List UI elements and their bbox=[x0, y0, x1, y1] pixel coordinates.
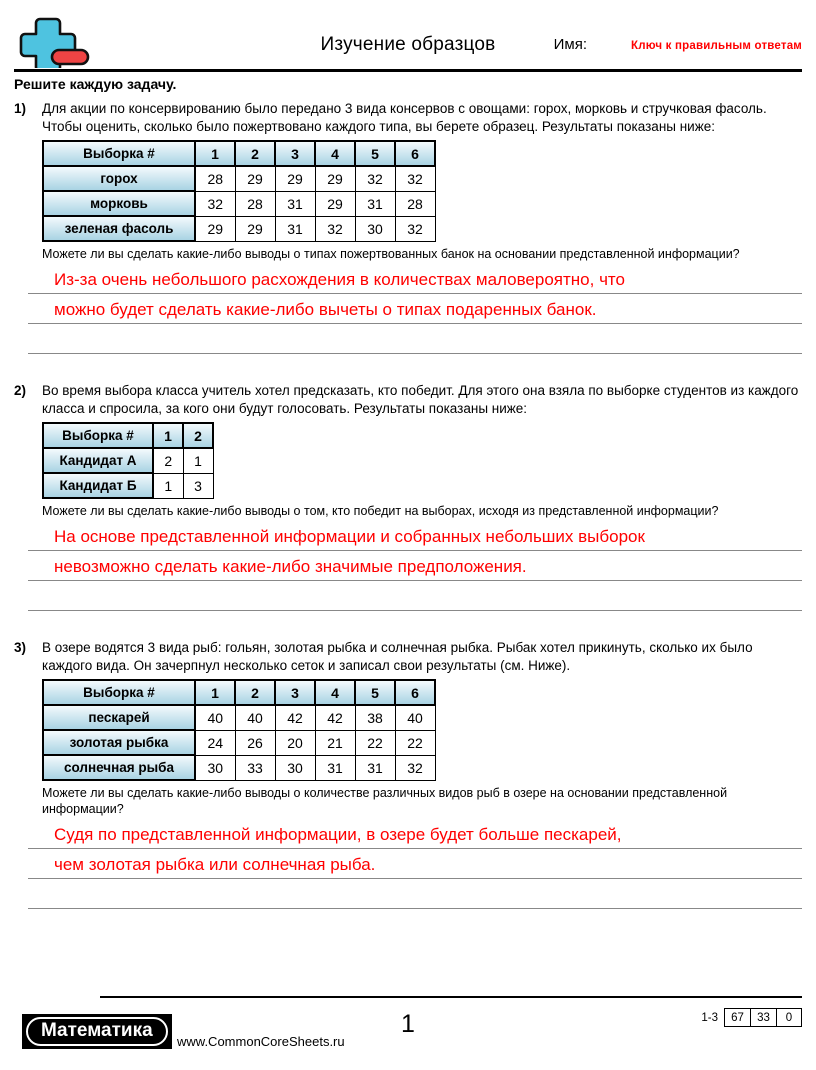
table-row bbox=[43, 730, 435, 755]
answer-text: Судя по представленной информации, в озере будет больше пескарей, bbox=[54, 825, 622, 844]
answer-line[interactable] bbox=[28, 551, 802, 581]
page-header bbox=[14, 14, 802, 72]
table-cell: 28 bbox=[395, 191, 435, 216]
table-cell: 22 bbox=[355, 730, 395, 755]
table-column-header: 1 bbox=[195, 141, 235, 166]
sample-data-table bbox=[42, 140, 436, 242]
table-row bbox=[43, 448, 213, 473]
table-row bbox=[43, 166, 435, 191]
table-column-header: 1 bbox=[153, 423, 183, 448]
table-row bbox=[43, 473, 213, 498]
table-cell: 32 bbox=[395, 755, 435, 780]
table-cell: 29 bbox=[195, 216, 235, 241]
table-header-row bbox=[43, 680, 435, 705]
table-header-row bbox=[43, 423, 213, 448]
table-row bbox=[43, 755, 435, 780]
table-column-header: 5 bbox=[355, 141, 395, 166]
table-cell: 30 bbox=[355, 216, 395, 241]
table-corner-label: Выборка # bbox=[43, 423, 153, 448]
problem-number: 2) bbox=[14, 383, 27, 398]
table-cell: 3 bbox=[183, 473, 213, 498]
sample-data-table bbox=[42, 679, 436, 781]
page-number: 1 bbox=[401, 1010, 415, 1038]
page-footer bbox=[14, 996, 802, 1056]
answer-line[interactable] bbox=[28, 324, 802, 354]
table-cell: 31 bbox=[275, 191, 315, 216]
table-cell: 2 bbox=[153, 448, 183, 473]
answer-lines bbox=[28, 819, 802, 909]
table-cell: 42 bbox=[275, 705, 315, 730]
table-header-row bbox=[43, 141, 435, 166]
problem-question: Можете ли вы сделать какие-либо выводы о том, кто победит на выборах, исходя из представленной информации? bbox=[42, 504, 719, 518]
table-cell: 29 bbox=[235, 216, 275, 241]
table-cell: 28 bbox=[235, 191, 275, 216]
table-cell: 20 bbox=[275, 730, 315, 755]
table-cell: 32 bbox=[355, 166, 395, 191]
table-row bbox=[43, 191, 435, 216]
answer-line[interactable] bbox=[28, 264, 802, 294]
table-cell: 33 bbox=[235, 755, 275, 780]
table-cell: 22 bbox=[395, 730, 435, 755]
table-cell: 31 bbox=[355, 755, 395, 780]
table-column-header: 2 bbox=[235, 141, 275, 166]
table-cell: 40 bbox=[195, 705, 235, 730]
problem-1 bbox=[0, 100, 816, 354]
table-corner-label: Выборка # bbox=[43, 680, 195, 705]
table-row-label: Кандидат Б bbox=[43, 473, 153, 498]
score-range: 1-3 bbox=[701, 1011, 718, 1024]
answer-lines bbox=[28, 264, 802, 354]
answer-text: Из-за очень небольшого расхождения в количествах маловероятно, что bbox=[54, 270, 625, 289]
table-cell: 38 bbox=[355, 705, 395, 730]
table-cell: 26 bbox=[235, 730, 275, 755]
table-row-label: пескарей bbox=[43, 705, 195, 730]
table-cell: 1 bbox=[153, 473, 183, 498]
table-cell: 31 bbox=[315, 755, 355, 780]
table-column-header: 3 bbox=[275, 680, 315, 705]
problem-spacer bbox=[0, 354, 816, 374]
problem-statement: В озере водятся 3 вида рыб: гольян, золотая рыбка и солнечная рыбка. Рыбак хотел прикинуть, сколько их было каждого вида. Он зачерпнул несколько сеток и записал свои результаты (см. Ниже). bbox=[42, 640, 753, 673]
table-row-label: горох bbox=[43, 166, 195, 191]
problem-3 bbox=[0, 639, 816, 909]
table-cell: 30 bbox=[195, 755, 235, 780]
table-row bbox=[43, 705, 435, 730]
score-box bbox=[701, 1008, 802, 1027]
page-title: Изучение образцов bbox=[320, 34, 496, 55]
table-cell: 29 bbox=[235, 166, 275, 191]
problem-2 bbox=[0, 382, 816, 611]
table-row-label: солнечная рыба bbox=[43, 755, 195, 780]
answer-text: чем золотая рыбка или солнечная рыба. bbox=[54, 855, 376, 874]
table-row-label: Кандидат А bbox=[43, 448, 153, 473]
table-cell: 24 bbox=[195, 730, 235, 755]
table-row bbox=[43, 216, 435, 241]
worksheet-page bbox=[0, 14, 816, 1070]
sample-data-table bbox=[42, 422, 214, 499]
table-column-header: 1 bbox=[195, 680, 235, 705]
table-row-label: зеленая фасоль bbox=[43, 216, 195, 241]
table-cell: 31 bbox=[355, 191, 395, 216]
table-column-header: 3 bbox=[275, 141, 315, 166]
table-cell: 21 bbox=[315, 730, 355, 755]
score-cell: 0 bbox=[776, 1008, 802, 1027]
table-column-header: 2 bbox=[235, 680, 275, 705]
problem-question: Можете ли вы сделать какие-либо выводы о типах пожертвованных банок на основании представленной информации? bbox=[42, 247, 740, 261]
score-cell: 33 bbox=[750, 1008, 776, 1027]
table-column-header: 4 bbox=[315, 141, 355, 166]
table-corner-label: Выборка # bbox=[43, 141, 195, 166]
problem-number: 3) bbox=[14, 640, 27, 655]
answer-text: невозможно сделать какие-либо значимые предположения. bbox=[54, 557, 527, 576]
table-column-header: 6 bbox=[395, 680, 435, 705]
table-cell: 40 bbox=[395, 705, 435, 730]
answer-line[interactable] bbox=[28, 849, 802, 879]
table-cell: 31 bbox=[275, 216, 315, 241]
answer-line[interactable] bbox=[28, 521, 802, 551]
table-cell: 32 bbox=[395, 216, 435, 241]
table-cell: 40 bbox=[235, 705, 275, 730]
table-column-header: 2 bbox=[183, 423, 213, 448]
table-cell: 29 bbox=[275, 166, 315, 191]
answer-lines bbox=[28, 521, 802, 611]
answer-line[interactable] bbox=[28, 581, 802, 611]
table-column-header: 4 bbox=[315, 680, 355, 705]
table-cell: 29 bbox=[315, 191, 355, 216]
answer-text: На основе представленной информации и собранных небольших выборок bbox=[54, 527, 645, 546]
site-url: www.CommonCoreSheets.ru bbox=[177, 1034, 345, 1049]
score-cell: 67 bbox=[724, 1008, 750, 1027]
problem-spacer bbox=[0, 611, 816, 631]
answer-text: можно будет сделать какие-либо вычеты о типах подаренных банок. bbox=[54, 300, 597, 319]
table-row-label: золотая рыбка bbox=[43, 730, 195, 755]
brand-label: Математика bbox=[26, 1017, 168, 1046]
table-column-header: 6 bbox=[395, 141, 435, 166]
problem-statement: Во время выбора класса учитель хотел предсказать, кто победит. Для этого она взяла по выборке студентов из каждого класса и спросила, за кого они будут голосовать. Результаты показаны ниже: bbox=[42, 383, 799, 416]
table-cell: 30 bbox=[275, 755, 315, 780]
problem-statement: Для акции по консервированию было передано 3 вида консервов с овощами: горох, морковь и стручковая фасоль. Чтобы оценить, сколько было пожертвовано каждого типа, вы берете образец. Результаты показаны ниже: bbox=[42, 101, 767, 134]
table-cell: 32 bbox=[395, 166, 435, 191]
table-row-label: морковь bbox=[43, 191, 195, 216]
instructions-text: Решите каждую задачу. bbox=[14, 76, 177, 92]
table-cell: 32 bbox=[315, 216, 355, 241]
table-cell: 28 bbox=[195, 166, 235, 191]
answer-key-badge: Ключ к правильным ответам bbox=[631, 40, 802, 52]
name-label: Имя: bbox=[553, 36, 587, 53]
answer-line[interactable] bbox=[28, 294, 802, 324]
table-cell: 1 bbox=[183, 448, 213, 473]
table-column-header: 5 bbox=[355, 680, 395, 705]
table-cell: 29 bbox=[315, 166, 355, 191]
footer-divider bbox=[100, 996, 802, 998]
answer-line[interactable] bbox=[28, 819, 802, 849]
problem-number: 1) bbox=[14, 101, 27, 116]
problem-question: Можете ли вы сделать какие-либо выводы о количестве различных видов рыб в озере на основании представленной информации? bbox=[42, 786, 728, 816]
answer-line[interactable] bbox=[28, 879, 802, 909]
table-cell: 42 bbox=[315, 705, 355, 730]
table-cell: 32 bbox=[195, 191, 235, 216]
